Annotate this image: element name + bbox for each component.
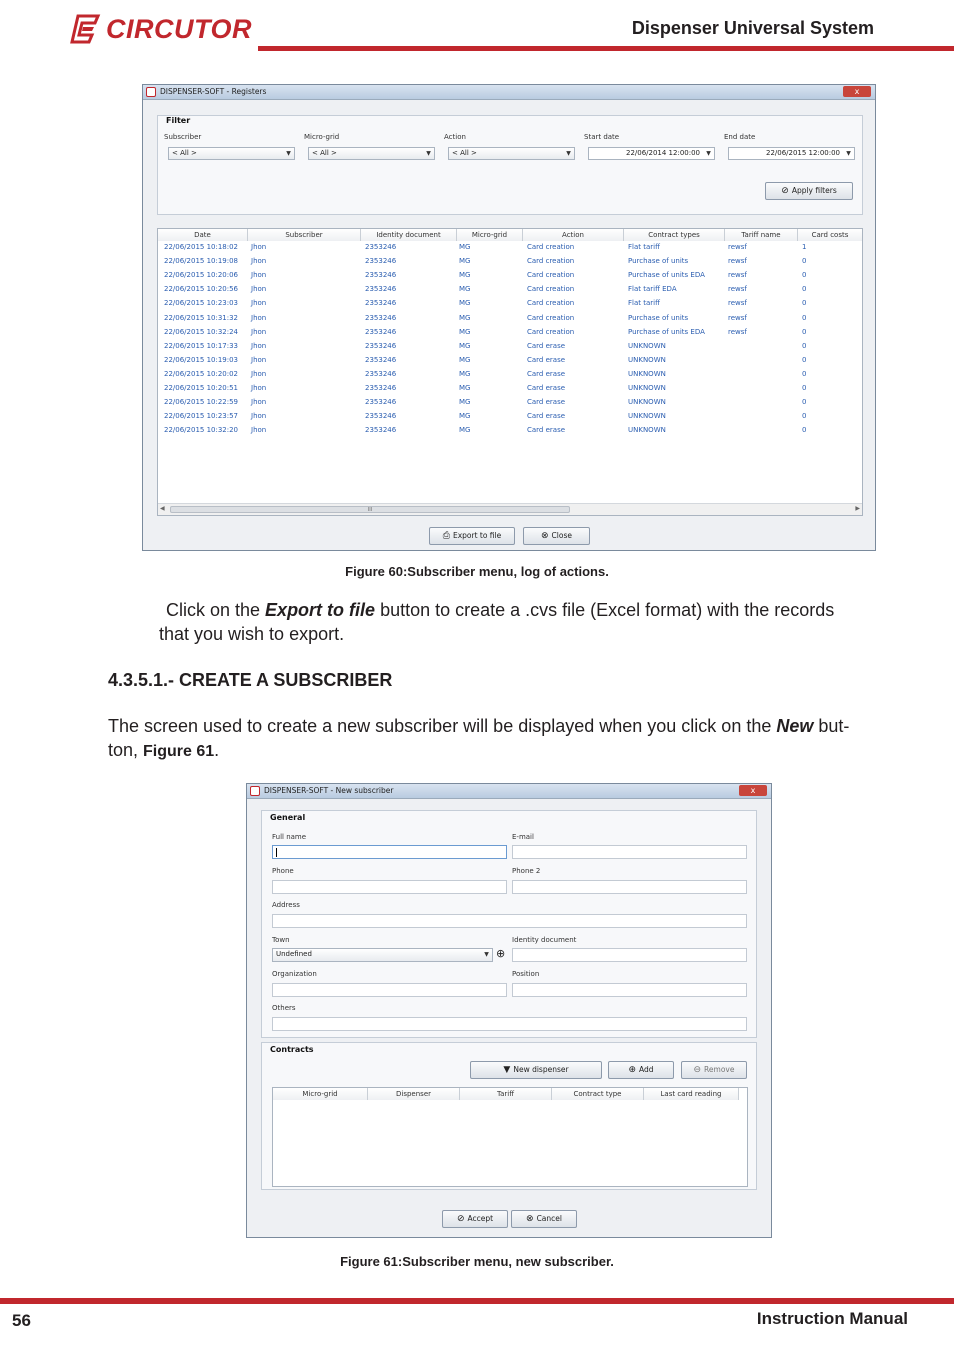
new-dispenser-label: New dispenser xyxy=(513,1065,569,1074)
accept-label: Accept xyxy=(467,1214,494,1223)
paragraph-export-cont: that you wish to export. xyxy=(159,624,345,644)
remove-button[interactable] xyxy=(681,1061,747,1079)
column-header[interactable]: Contract types xyxy=(624,229,725,241)
others-input[interactable] xyxy=(272,1017,747,1031)
full-name-label: Full name xyxy=(272,833,307,841)
close-label: Close xyxy=(551,531,572,540)
column-header[interactable]: Dispenser xyxy=(368,1088,460,1100)
table-cell: Card erase xyxy=(527,341,566,350)
organization-input[interactable] xyxy=(272,983,507,997)
check-circle-icon: ⊘ xyxy=(781,186,789,196)
circutor-logo-icon xyxy=(70,13,102,45)
table-cell: rewsf xyxy=(728,243,747,251)
table-cell: 2353246 xyxy=(365,398,397,407)
table-cell: 22/06/2015 10:20:51 xyxy=(164,384,239,392)
table-cell: 2353246 xyxy=(365,355,397,364)
action-label: Action xyxy=(444,133,466,141)
brand-name: CIRCUTOR xyxy=(106,13,253,44)
table-cell: MG xyxy=(459,299,471,308)
scroll-grip: III xyxy=(367,507,373,513)
table-cell: UNKNOWN xyxy=(628,341,666,350)
organization-label: Organization xyxy=(272,970,317,978)
text: button to create a .cvs file (Excel format) with the records xyxy=(375,600,835,620)
header-rule xyxy=(258,46,954,51)
micro-grid-select[interactable] xyxy=(308,147,435,160)
table-cell: 22/06/2015 10:22:59 xyxy=(164,398,239,407)
position-input[interactable] xyxy=(512,983,747,997)
filter-group xyxy=(157,115,863,215)
chevron-down-icon: ▼ xyxy=(706,150,711,157)
close-icon[interactable]: x xyxy=(739,785,767,796)
table-cell: UNKNOWN xyxy=(628,384,666,392)
table-cell: UNKNOWN xyxy=(628,369,666,378)
table-cell: 22/06/2015 10:23:03 xyxy=(164,299,239,308)
chevron-down-icon: ▼ xyxy=(846,150,851,157)
table-cell: rewsf xyxy=(728,271,747,280)
column-header[interactable]: Identity document xyxy=(361,229,457,241)
phone2-label: Phone 2 xyxy=(512,867,541,875)
table-cell: MG xyxy=(459,426,471,435)
column-header[interactable]: Micro-grid xyxy=(273,1088,368,1100)
table-cell: Flat tariff EDA xyxy=(628,285,677,294)
column-header[interactable]: Subscriber xyxy=(248,229,361,241)
figure-ref: Figure 61 xyxy=(143,743,215,760)
registers-table xyxy=(157,228,863,516)
column-header[interactable]: Tariff xyxy=(460,1088,552,1100)
column-header[interactable]: Action xyxy=(523,229,624,241)
cancel-button[interactable] xyxy=(511,1210,577,1228)
table-cell: Jhon xyxy=(251,313,267,322)
table-cell: 2353246 xyxy=(365,243,397,251)
table-cell: MG xyxy=(459,412,471,421)
table-cell: 2353246 xyxy=(365,369,397,378)
table-cell: UNKNOWN xyxy=(628,426,666,435)
table-cell: Purchase of units xyxy=(628,257,689,266)
table-cell: MG xyxy=(459,327,471,336)
table-cell: 0 xyxy=(802,257,807,266)
new-subscriber-window xyxy=(246,783,772,1238)
table-cell: Jhon xyxy=(251,398,267,407)
table-cell: Card creation xyxy=(527,299,575,308)
table-cell: Jhon xyxy=(251,384,267,392)
paragraph-new xyxy=(108,714,849,738)
document-title: Dispenser Universal System xyxy=(631,18,874,38)
table-cell: rewsf xyxy=(728,327,747,336)
contracts-table xyxy=(272,1087,748,1187)
table-cell: Jhon xyxy=(251,412,267,421)
close-button[interactable] xyxy=(523,527,590,545)
column-header[interactable]: Contract type xyxy=(552,1088,644,1100)
table-cell: Jhon xyxy=(251,271,267,280)
table-cell: 22/06/2015 10:20:02 xyxy=(164,369,239,378)
table-cell: rewsf xyxy=(728,285,747,294)
table-cell: Card erase xyxy=(527,369,566,378)
table-cell: 22/06/2015 10:32:20 xyxy=(164,426,239,435)
micro-grid-select-value: < All > xyxy=(312,149,337,157)
table-cell: MG xyxy=(459,355,471,364)
figure-61-caption: Figure 61:Subscriber menu, new subscriber. xyxy=(340,1254,614,1269)
table-cell: Card erase xyxy=(527,398,566,407)
table-cell: 22/06/2015 10:20:06 xyxy=(164,271,239,280)
scroll-right-icon[interactable]: ▶ xyxy=(855,505,860,512)
table-cell: 0 xyxy=(802,398,807,407)
email-label: E-mail xyxy=(512,833,534,841)
check-circle-icon: ⊘ xyxy=(456,1214,465,1224)
table-cell: 0 xyxy=(802,299,807,308)
table-cell: Purchase of units EDA xyxy=(628,327,705,336)
table-cell: 22/06/2015 10:23:57 xyxy=(164,412,239,421)
table-cell: rewsf xyxy=(728,299,747,308)
filter-icon: ▼ xyxy=(503,1065,511,1075)
table-cell: 22/06/2015 10:18:02 xyxy=(164,243,239,251)
phone-input[interactable] xyxy=(272,880,507,894)
table-cell: Jhon xyxy=(251,426,267,435)
accept-button[interactable] xyxy=(442,1210,508,1228)
phone2-input[interactable] xyxy=(512,880,747,894)
table-cell: MG xyxy=(459,369,471,378)
end-date-picker[interactable] xyxy=(728,147,855,160)
footer-title: Instruction Manual xyxy=(756,1309,908,1328)
export-label: Export to file xyxy=(452,531,502,540)
chevron-down-icon: ▼ xyxy=(484,951,489,958)
close-circle-icon: ⊗ xyxy=(541,531,549,541)
cancel-label: Cancel xyxy=(536,1214,562,1223)
table-cell: 2353246 xyxy=(365,299,397,308)
subscriber-select-value: < All > xyxy=(172,149,197,157)
end-date-value: 22/06/2015 12:00:00 xyxy=(765,149,840,157)
address-input[interactable] xyxy=(272,914,747,928)
filter-title: Filter xyxy=(166,116,191,125)
table-cell: 2353246 xyxy=(365,426,397,435)
new-dispenser-button[interactable] xyxy=(470,1061,602,1079)
app-icon xyxy=(250,786,260,796)
table-cell: 0 xyxy=(802,285,807,294)
table-cell: 22/06/2015 10:20:56 xyxy=(164,285,239,294)
table-cell: MG xyxy=(459,257,471,266)
emphasis: Export to file xyxy=(265,600,376,620)
town-select-value: Undefined xyxy=(276,950,312,958)
table-cell: Jhon xyxy=(251,369,267,378)
add-label: Add xyxy=(639,1065,654,1074)
table-cell: Jhon xyxy=(251,327,267,336)
subscriber-select[interactable] xyxy=(168,147,295,160)
subscriber-label: Subscriber xyxy=(164,133,202,141)
start-date-value: 22/06/2014 12:00:00 xyxy=(625,149,700,157)
table-cell: MG xyxy=(459,341,471,350)
close-icon[interactable]: x xyxy=(843,86,871,97)
start-date-picker[interactable] xyxy=(588,147,715,160)
table-cell: 2353246 xyxy=(365,285,397,294)
table-cell: Card erase xyxy=(527,355,566,364)
action-select[interactable] xyxy=(448,147,575,160)
table-cell: Card erase xyxy=(527,426,566,435)
table-cell: UNKNOWN xyxy=(628,412,666,421)
brand-logo xyxy=(70,12,252,46)
town-select[interactable] xyxy=(272,948,493,962)
text: ton, xyxy=(108,740,144,760)
window-title: DISPENSER-SOFT - Registers xyxy=(160,87,267,96)
table-cell: Card creation xyxy=(527,243,575,251)
table-cell: Jhon xyxy=(251,299,267,308)
others-label: Others xyxy=(272,1004,296,1012)
chevron-down-icon: ▼ xyxy=(286,150,291,157)
column-header[interactable]: Tariff name xyxy=(725,229,798,241)
table-cell: 0 xyxy=(802,369,807,378)
table-cell: Jhon xyxy=(251,243,267,251)
table-cell: 22/06/2015 10:19:08 xyxy=(164,257,239,266)
column-header[interactable]: Last card reading xyxy=(644,1088,739,1100)
table-cell: 2353246 xyxy=(365,412,397,421)
table-cell: 2353246 xyxy=(365,384,397,392)
minus-circle-icon: ⊖ xyxy=(693,1065,702,1075)
table-cell: MG xyxy=(459,271,471,280)
export-to-file-button[interactable] xyxy=(429,527,515,545)
text: The screen used to create a new subscriber will be displayed when you click on the xyxy=(108,716,777,736)
page-number: 56 xyxy=(12,1311,31,1330)
table-cell: 2353246 xyxy=(365,313,397,322)
email-input[interactable] xyxy=(512,845,747,859)
position-label: Position xyxy=(512,970,540,978)
scroll-left-icon[interactable]: ◀ xyxy=(160,505,165,512)
table-cell: Flat tariff xyxy=(628,243,660,251)
table-cell: 0 xyxy=(802,384,807,392)
table-cell: 1 xyxy=(802,243,807,251)
table-cell: MG xyxy=(459,398,471,407)
title-bar xyxy=(143,85,875,100)
end-date-label: End date xyxy=(724,133,756,141)
full-name-input[interactable] xyxy=(272,845,507,859)
contracts-group xyxy=(261,1042,757,1190)
text: . xyxy=(214,740,220,760)
paragraph-export xyxy=(166,598,834,622)
apply-filters-label: Apply filters xyxy=(791,186,837,195)
registers-window xyxy=(142,84,876,551)
footer-rule xyxy=(0,1298,954,1304)
table-cell: 22/06/2015 10:19:03 xyxy=(164,355,239,364)
table-cell: Flat tariff xyxy=(628,299,660,308)
general-group xyxy=(261,810,757,1038)
emphasis: New xyxy=(776,716,814,736)
column-header[interactable]: Card costs xyxy=(798,229,862,241)
remove-label: Remove xyxy=(704,1065,735,1074)
identity-label: Identity document xyxy=(512,936,577,944)
table-cell: Purchase of units xyxy=(628,313,689,322)
action-select-value: < All > xyxy=(452,149,477,157)
paragraph-new-cont xyxy=(108,738,219,764)
table-cell: Card creation xyxy=(527,271,575,280)
address-label: Address xyxy=(272,901,300,909)
table-cell: 0 xyxy=(802,355,807,364)
column-header[interactable]: Micro-grid xyxy=(457,229,523,241)
chevron-down-icon: ▼ xyxy=(566,150,571,157)
text-cursor xyxy=(276,848,277,857)
table-cell: rewsf xyxy=(728,313,747,322)
start-date-label: Start date xyxy=(584,133,620,141)
close-circle-icon: ⊗ xyxy=(526,1214,534,1224)
town-label: Town xyxy=(272,936,290,944)
table-cell: Card creation xyxy=(527,285,575,294)
text: Click on the xyxy=(166,600,266,620)
table-cell: 0 xyxy=(802,271,807,280)
text: but- xyxy=(813,716,850,736)
table-cell: UNKNOWN xyxy=(628,355,666,364)
general-title: General xyxy=(270,813,306,822)
table-cell: 2353246 xyxy=(365,257,397,266)
table-cell: MG xyxy=(459,243,471,251)
figure-60-caption: Figure 60:Subscriber menu, log of actions. xyxy=(345,564,609,579)
table-cell: 22/06/2015 10:32:24 xyxy=(164,327,239,336)
table-cell: 2353246 xyxy=(365,271,397,280)
table-cell: 0 xyxy=(802,341,807,350)
table-cell: MG xyxy=(459,285,471,294)
table-cell: 0 xyxy=(802,412,807,421)
column-header[interactable]: Date xyxy=(158,229,248,241)
section-heading: 4.3.5.1.- CREATE A SUBSCRIBER xyxy=(108,670,393,690)
table-cell: Jhon xyxy=(251,285,267,294)
app-icon xyxy=(146,87,156,97)
table-cell: MG xyxy=(459,384,471,392)
table-cell: rewsf xyxy=(728,257,747,266)
identity-input[interactable] xyxy=(512,948,747,962)
table-cell: Card erase xyxy=(527,412,566,421)
table-cell: UNKNOWN xyxy=(628,398,666,407)
table-cell: 22/06/2015 10:17:33 xyxy=(164,341,239,350)
printer-icon: ⎙ xyxy=(442,531,450,541)
table-cell: 2353246 xyxy=(365,327,397,336)
table-cell: MG xyxy=(459,313,471,322)
scroll-thumb[interactable] xyxy=(170,506,570,513)
chevron-down-icon: ▼ xyxy=(426,150,431,157)
window-title: DISPENSER-SOFT - New subscriber xyxy=(264,786,394,795)
add-button[interactable] xyxy=(608,1061,674,1079)
table-cell: 0 xyxy=(802,327,807,336)
micro-grid-label: Micro-grid xyxy=(304,133,340,141)
table-cell: Jhon xyxy=(251,257,267,266)
table-cell: Jhon xyxy=(251,355,267,364)
table-cell: Purchase of units EDA xyxy=(628,271,705,280)
table-cell: Card creation xyxy=(527,327,575,336)
horizontal-scrollbar[interactable] xyxy=(158,503,862,515)
table-cell: Card creation xyxy=(527,313,575,322)
apply-filters-button[interactable] xyxy=(765,182,853,200)
table-cell: 0 xyxy=(802,426,807,435)
add-town-icon[interactable]: ⊕ xyxy=(496,947,506,960)
contracts-title: Contracts xyxy=(270,1045,314,1054)
table-cell: Jhon xyxy=(251,341,267,350)
table-cell: 0 xyxy=(802,313,807,322)
title-bar xyxy=(247,784,771,799)
phone-label: Phone xyxy=(272,867,294,875)
table-cell: Card creation xyxy=(527,257,575,266)
plus-circle-icon: ⊕ xyxy=(628,1065,636,1075)
table-cell: 2353246 xyxy=(365,341,397,350)
table-cell: 22/06/2015 10:31:32 xyxy=(164,313,239,322)
table-cell: Card erase xyxy=(527,384,566,392)
